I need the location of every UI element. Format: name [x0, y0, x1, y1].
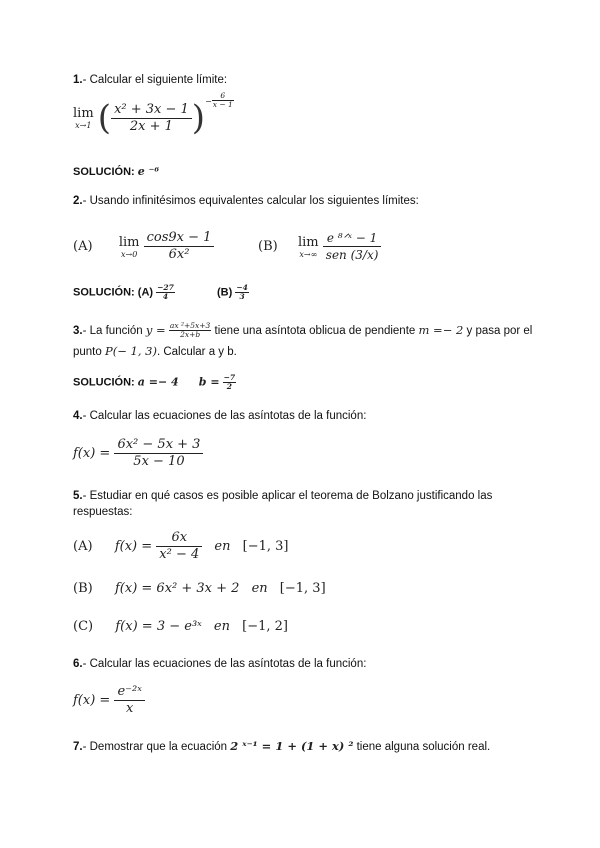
problem-6-statement: 6.- Calcular las ecuaciones de las asíntotas de la función: [73, 658, 367, 670]
formula-5a: (A) f(x) = $\frac{6x}{\text{x² − 4}}$ en [−1, 3] [73, 530, 289, 562]
problem-1-statement [73, 72, 227, 88]
left-paren: ( [97, 98, 112, 138]
problem-5-statement-line1: 5.- Estudiar en qué casos es posible aplicar el teorema de Bolzano justificando las [73, 490, 493, 502]
limit-fraction: $\frac{\text{x² + 3x − 1}}{2x + 1}$ [111, 102, 192, 135]
solution-2: SOLUCIÓN: (A) $\frac{-27}{4}$ (B) $\frac{-4}{3}$ [73, 283, 248, 301]
problem-3-statement-line2: punto P(− 1, 3). Calcular a y b. [73, 344, 237, 358]
formula-1 [73, 91, 234, 138]
limit-exponent: − $\frac{6}{x - 1}$ [205, 91, 233, 109]
solution-3: SOLUCIÓN: a =− 4 b = $\frac{-7}{2}$ [73, 373, 236, 391]
limit-operator: lim x→1 [73, 106, 94, 130]
formula-5b: (B) f(x) = 6x² + 3x + 2 en [−1, 3] [73, 581, 326, 596]
problem-5-statement-line2: respuestas: [73, 506, 133, 518]
problem-7-statement: 7.- Demostrar que la ecuación 2 ˣ⁻¹ = 1 + (1 + x) ² tiene alguna solución real. [73, 739, 491, 753]
problem-text: - Calcular el siguiente límite: [82, 74, 228, 86]
formula-4: f(x) = $\frac{\text{6x² − 5x + 3}}{5x - 10}$ [73, 437, 203, 470]
formula-2a: (A) lim x→0 $\frac{\cos 9x - 1}{\text{6x²}}$ [73, 230, 214, 263]
problem-3-statement-line1: 3.- La función y = $\frac{\text{ax ²+5x+3}}{2x+b}$ tiene una asíntota oblicua de pendiente m =− 2 y pasa por el [73, 321, 533, 340]
right-paren: ) [191, 98, 206, 138]
problem-4-statement: 4.- Calcular las ecuaciones de las asíntotas de la función: [73, 410, 367, 422]
formula-2b: (B) lim x→∞ $\frac{\text{e ⁸ᐟˣ − 1}}{\text{sen (3/x)}}$ [258, 230, 381, 263]
formula-6: f(x) = $\frac{\text{e⁻²ˣ}}{x}$ [73, 684, 145, 717]
problem-number: 1. [73, 74, 83, 86]
formula-5c: (C) f(x) = 3 − e³ˣ en [−1, 2] [73, 619, 288, 634]
solution-1: SOLUCIÓN: e ⁻⁶ [73, 165, 160, 178]
problem-2-statement: 2.- Usando infinitésimos equivalentes calcular los siguientes límites: [73, 195, 419, 207]
